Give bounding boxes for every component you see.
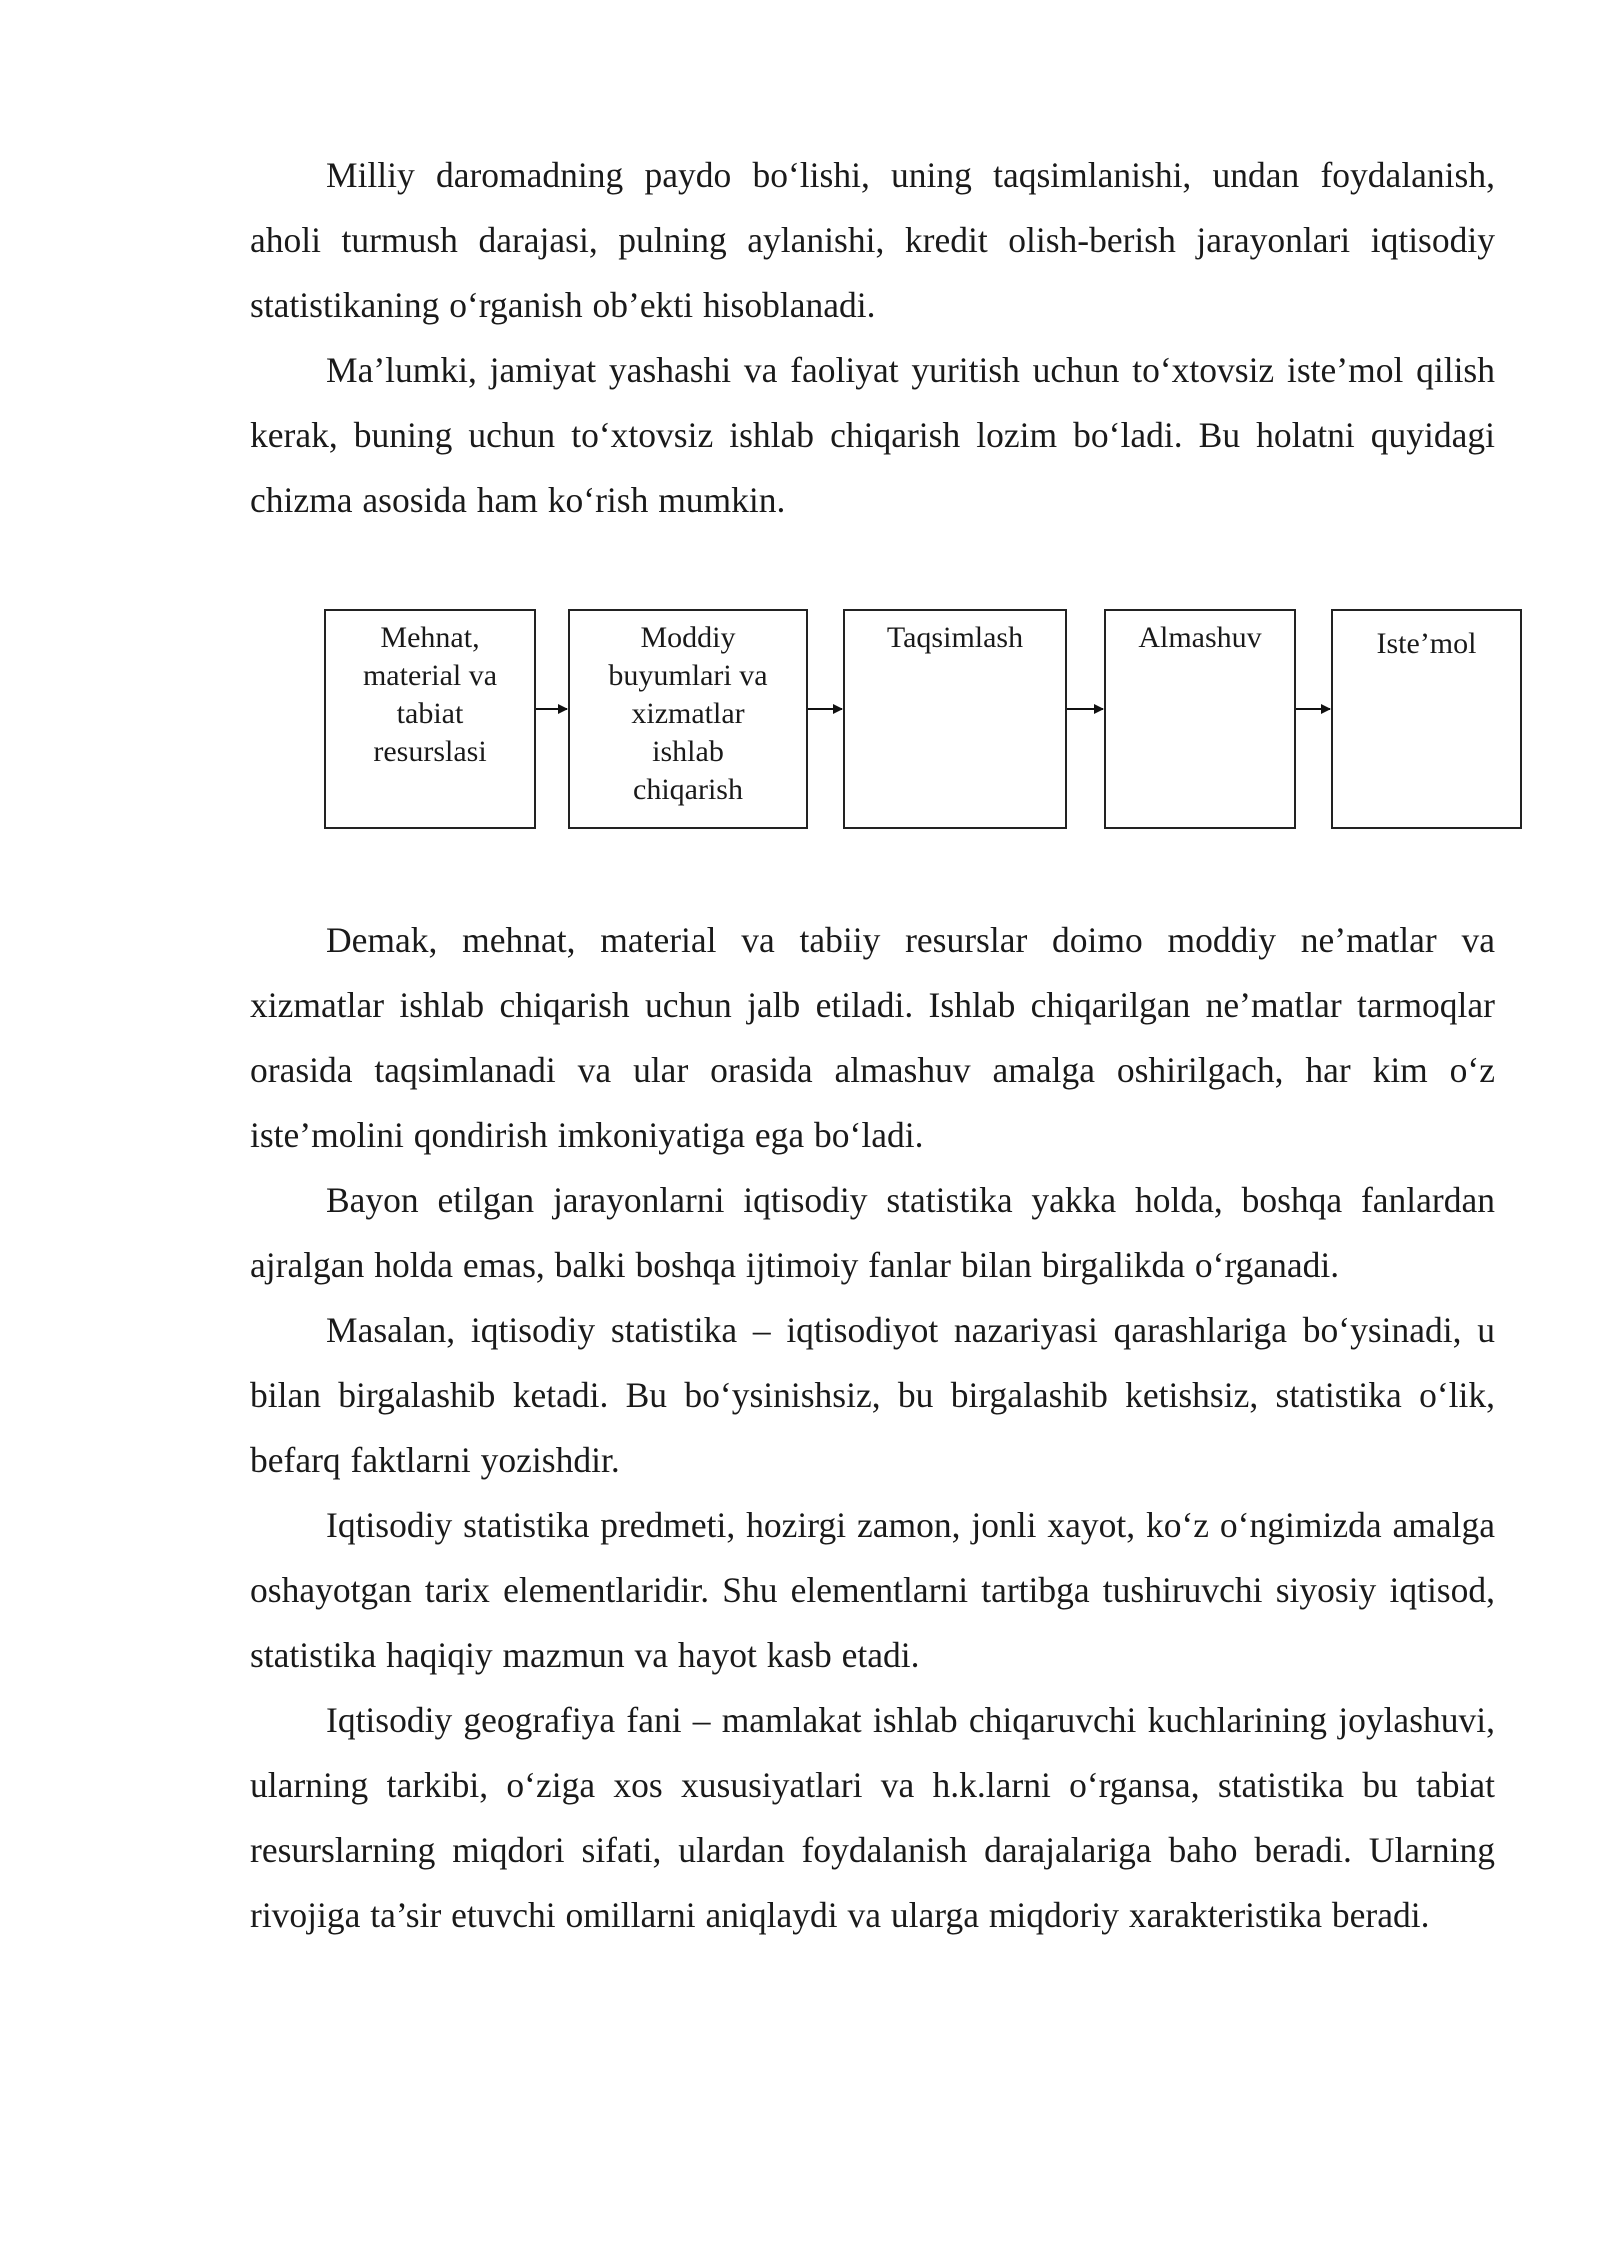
diagram-box-consumption xyxy=(1331,609,1522,829)
paragraph: Ma’lumki, jamiyat yashashi va faoliyat yuritish uchun to‘xtovsiz iste’mol qilish kerak, buning uchun to‘xtovsiz ishlab chiqarish lozim bo‘ladi. Bu holatni quyidagi chizma asosida ham ko‘rish mumkin. xyxy=(250,350,1495,520)
diagram-box-production xyxy=(568,609,808,829)
diagram-box-label: Moddiy buyumlari va xizmatlar ishlab chiqarish xyxy=(608,621,768,806)
diagram-box-label: Taqsimlash xyxy=(886,621,1024,654)
diagram-box-exchange xyxy=(1104,609,1296,829)
diagram-box-label: Iste’mol xyxy=(1376,627,1477,660)
paragraph: Iqtisodiy geografiya fani – mamlakat ishlab chiqaruvchi kuchlarining joylashuvi, ularning tarkibi, o‘ziga xos xususiyatlari va h.k.larni o‘rgansa, statistika bu tabiat resurslarning miqdori sifati, ulardan foydalanish darajalariga baho beradi. Ularning rivojiga ta’sir etuvchi omillarni aniqlaydi va ularga miqdoriy xarakteristika beradi. xyxy=(250,1700,1495,1935)
diagram-box-label: Mehnat, material va tabiat resurslasi xyxy=(362,621,498,768)
diagram-box-label: Almashuv xyxy=(1138,621,1262,654)
paragraph: Masalan, iqtisodiy statistika – iqtisodiyot nazariyasi qarashlariga bo‘ysinadi, u bilan birgalashib ketadi. Bu bo‘ysinishsiz, bu birgalashib ketishsiz, statistika o‘lik, befarq faktlarni yozishdir. xyxy=(250,1310,1495,1480)
paragraph: Demak, mehnat, material va tabiiy resurslar doimo moddiy ne’matlar va xizmatlar ishlab chiqarish uchun jalb etiladi. Ishlab chiqarilgan ne’matlar tarmoqlar orasida taqsimlanadi va ular orasida almashuv amalga oshirilgach, har kim o‘z iste’molini qondirish imkoniyatiga ega bo‘ladi. xyxy=(250,920,1495,1155)
diagram-box-distribution xyxy=(843,609,1067,829)
paragraph: Bayon etilgan jarayonlarni iqtisodiy statistika yakka holda, boshqa fanlardan ajralgan holda emas, balki boshqa ijtimoiy fanlar bilan birgalikda o‘rganadi. xyxy=(250,1180,1495,1285)
paragraph: Milliy daromadning paydo bo‘lishi, uning taqsimlanishi, undan foydalanish, aholi turmush darajasi, pulning aylanishi, kredit olish-berish jarayonlari iqtisodiy statistikaning o‘rganish ob’ekti hisoblanadi. xyxy=(250,155,1495,325)
diagram-box-resources xyxy=(324,609,536,829)
paragraph: Iqtisodiy statistika predmeti, hozirgi zamon, jonli xayot, ko‘z o‘ngimizda amalga oshayotgan tarix elementlaridir. Shu elementlarni tartibga tushiruvchi siyosiy iqtisod, statistika haqiqiy mazmun va hayot kasb etadi. xyxy=(250,1505,1495,1675)
